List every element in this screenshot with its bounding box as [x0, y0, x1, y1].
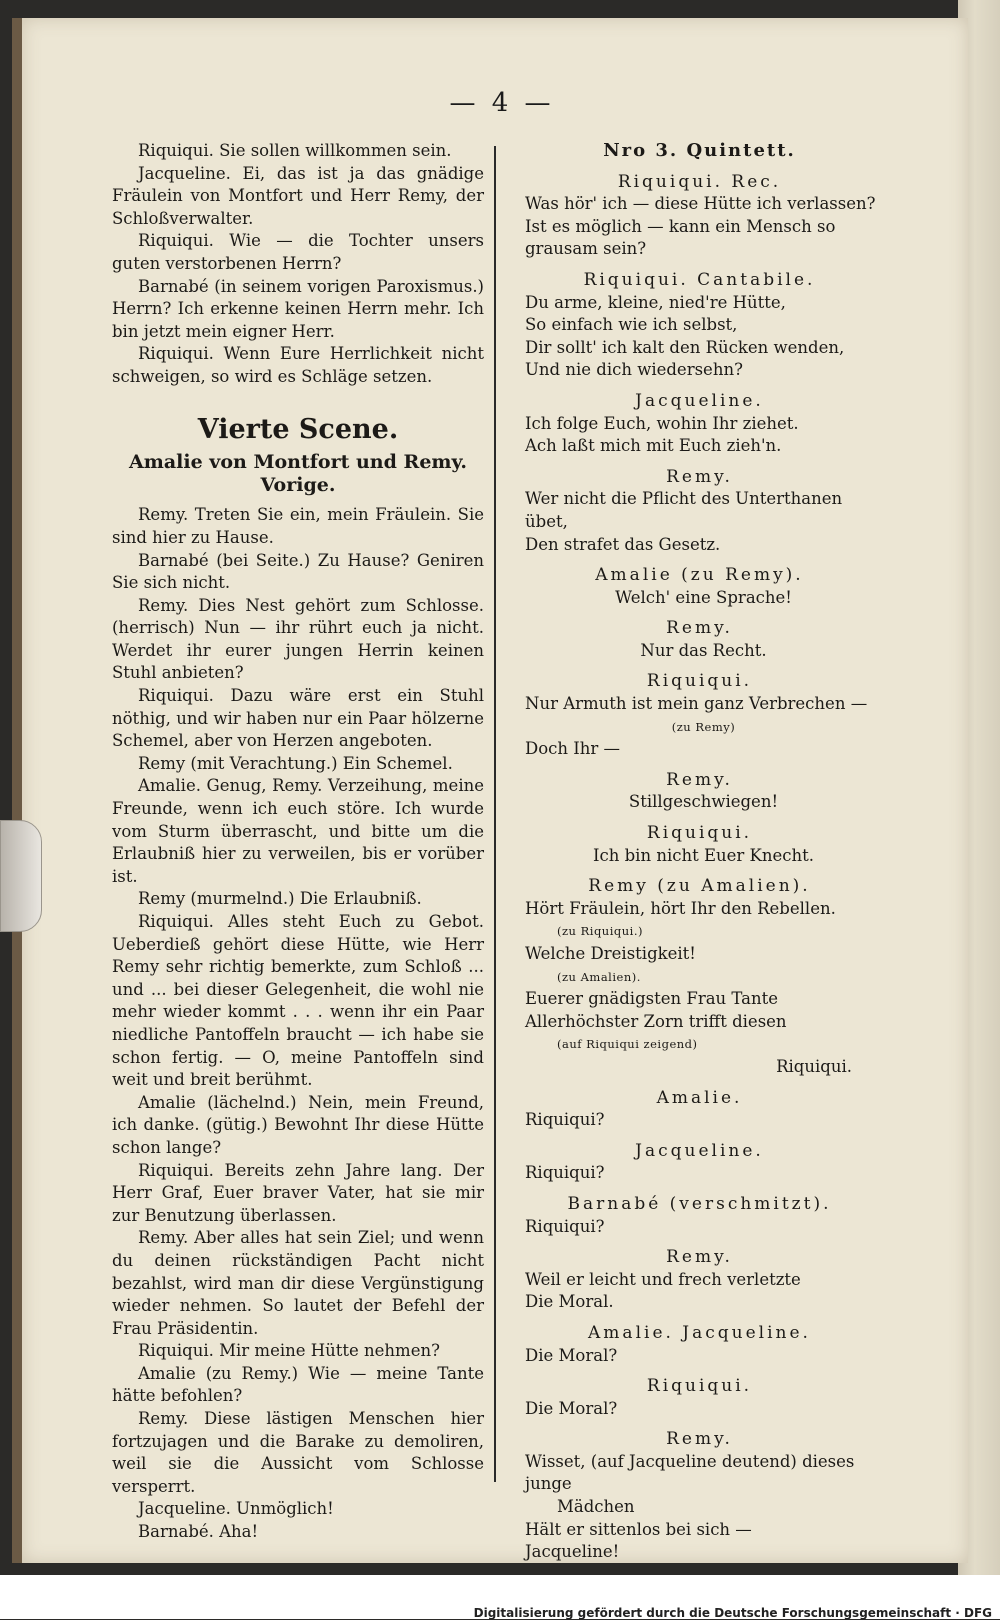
- dialogue-line: Barnabé. Aha!: [138, 1522, 259, 1542]
- verse-line: Und nie dich wiedersehn?: [525, 360, 743, 380]
- verse-line: Ach laßt mich mit Euch zieh'n.: [525, 436, 782, 456]
- dialogue-line: Remy. Diese lästigen Menschen hier fortzujagen und die Barake zu demoliren, weil sie die Aussicht vom Schlosse versperrt.: [112, 1409, 484, 1496]
- role-heading: Amalie (zu Remy).: [595, 565, 804, 586]
- verse-line: Was hör' ich — diese Hütte ich verlassen?: [525, 194, 876, 214]
- role-heading: Riquiqui.: [646, 823, 753, 844]
- dialogue-line: Amalie (zu Remy.) Wie — meine Tante hätte befohlen?: [112, 1363, 484, 1406]
- verse-line: Riquiqui?: [525, 1163, 605, 1183]
- role-heading: Amalie. Jacqueline.: [588, 1322, 811, 1343]
- stage-direction: (zu Remy): [671, 719, 736, 734]
- verse-line: Nur das Recht.: [640, 640, 767, 660]
- role-heading: Remy.: [666, 1429, 733, 1450]
- role-heading: Jacqueline.: [635, 1140, 764, 1161]
- dialogue-line: Remy (mit Verachtung.) Ein Schemel.: [138, 753, 453, 773]
- verse-line: Jacqueline!: [525, 1542, 620, 1562]
- verse-line: Die Moral?: [525, 1345, 618, 1365]
- dialogue-line: Amalie. Genug, Remy. Verzeihung, meine Freunde, wenn ich euch störe. Ich wurde vom Sturm überrascht, und bitte um die Erlaubniß hier zu verweilen, bis er vorüber ist.: [112, 776, 484, 886]
- cast-line: Amalie von Montfort und Remy. Vorige.: [129, 451, 467, 496]
- verse-line: Riquiqui?: [525, 1216, 605, 1236]
- verse-line: Riquiqui?: [525, 1110, 605, 1130]
- verse-line: Doch Ihr —: [525, 739, 621, 759]
- dialogue-line: Remy. Treten Sie ein, mein Fräulein. Sie sind hier zu Hause.: [112, 505, 484, 547]
- verse-line: Welche Dreistigkeit!: [525, 944, 696, 963]
- dialogue-line: Riquiqui. Mir meine Hütte nehmen?: [138, 1341, 440, 1361]
- verse-line: Die Moral?: [525, 1398, 618, 1418]
- page-clip: [0, 820, 42, 932]
- dialogue-line: Riquiqui. Bereits zehn Jahre lang. Der Herr Graf, Euer braver Vater, hat sie mir zur Benutzung überlassen.: [112, 1160, 484, 1225]
- stage-direction: (zu Amalien).: [557, 969, 641, 984]
- verse-line: Stillgeschwiegen!: [628, 792, 779, 812]
- verse-line: Wer nicht die Pflicht des Unterthanen übet,: [525, 489, 843, 531]
- dialogue-line: Riquiqui. Dazu wäre erst ein Stuhl nöthig, und wir haben nur ein Paar hölzerne Schemel, aber von Herzen angeboten.: [112, 686, 484, 751]
- role-heading: Remy (zu Amalien).: [588, 876, 811, 897]
- verse-line: Hört Fräulein, hört Ihr den Rebellen.: [525, 898, 836, 918]
- verse-line: Euerer gnädigsten Frau Tante: [525, 989, 779, 1009]
- role-heading: Barnabé (verschmitzt).: [567, 1193, 832, 1214]
- scanned-page: [12, 18, 968, 1563]
- left-column: [112, 140, 484, 1544]
- right-column: [517, 140, 882, 1564]
- dialogue-line: Remy (murmelnd.) Die Erlaubniß.: [138, 889, 422, 909]
- role-heading: Remy.: [666, 466, 733, 487]
- dialogue-line: Remy. Aber alles hat sein Ziel; und wenn du deinen rückständigen Pacht nicht bezahlst, wird man dir diese Vergünstigung wieder nehmen. So lautet der Befehl der Frau Präsidentin.: [112, 1228, 484, 1338]
- dialogue-line: Jacqueline. Unmöglich!: [138, 1499, 334, 1519]
- verse-line: Riquiqui.: [776, 1056, 852, 1076]
- verse-line: Dir sollt' ich kalt den Rücken wenden,: [525, 337, 845, 357]
- role-heading: Remy.: [666, 618, 733, 639]
- role-heading: Riquiqui. Rec.: [617, 171, 782, 192]
- verse-line: Den strafet das Gesetz.: [525, 534, 721, 554]
- text-line: Barnabé (in seinem vorigen Paroxismus.) Herrn? Ich erkenne keinen Herrn mehr. Ich bin jetzt mein eigner Herr.: [112, 276, 484, 341]
- verse-line: Hält er sittenlos bei sich —: [525, 1519, 752, 1539]
- dialogue-line: Barnabé (bei Seite.) Zu Hause? Geniren Sie sich nicht.: [112, 550, 484, 593]
- page-number: — 4 —: [449, 88, 555, 118]
- verse-line: Ich folge Euch, wohin Ihr ziehet.: [525, 413, 799, 433]
- role-heading: Remy.: [666, 1247, 733, 1268]
- dialogue-line: Riquiqui. Alles steht Euch zu Gebot. Ueberdieß gehört diese Hütte, wie Herr Remy sehr richtig bemerkte, zum Schloß ... und ... bei dieser Gelegenheit, die wohl nie mehr wieder kommt . . . wenn ihr ein Paar niedliche Pantoffeln braucht — ich habe sie schon fertig. — O, meine Pantoffeln sind weit und breit berühmt.: [112, 912, 484, 1090]
- role-heading: Riquiqui. Cantabile.: [583, 269, 816, 290]
- role-heading: Amalie.: [656, 1087, 743, 1108]
- stage-direction: (auf Riquiqui zeigend): [557, 1037, 698, 1052]
- verse-line: Welch' eine Sprache!: [615, 587, 792, 607]
- role-heading: Riquiqui.: [646, 671, 753, 692]
- piece-title: Nro 3. Quintett.: [603, 140, 796, 161]
- stage-direction: (zu Riquiqui.): [557, 924, 643, 939]
- verse-line: Nur Armuth ist mein ganz Verbrechen —: [525, 694, 868, 714]
- verse-line: So einfach wie ich selbst,: [525, 315, 738, 335]
- verse-line: Die Moral.: [525, 1292, 614, 1312]
- text-line: Riquiqui. Sie sollen willkommen sein.: [138, 141, 452, 160]
- text-line: Jacqueline. Ei, das ist ja das gnädige Fräulein von Montfort und Herr Remy, der Schloßverwalter.: [112, 163, 484, 228]
- verse-line: Du arme, kleine, nied're Hütte,: [525, 292, 786, 312]
- verse-line: Ich bin nicht Euer Knecht.: [592, 845, 815, 865]
- verse-line: Wisset, (auf Jacqueline deutend) dieses junge: [525, 1451, 855, 1494]
- verse-line: Weil er leicht und frech verletzte: [525, 1269, 801, 1289]
- role-heading: Remy.: [666, 769, 733, 790]
- column-divider: [494, 146, 496, 1482]
- verse-line: Mädchen: [557, 1497, 635, 1517]
- funding-credit: Digitalisierung gefördert durch die Deutsche Forschungsgemeinschaft · DFG: [473, 1606, 992, 1620]
- verse-line: Ist es möglich — kann ein Mensch so grausam sein?: [525, 216, 836, 259]
- dialogue-line: Remy. Dies Nest gehört zum Schlosse. (herrisch) Nun — ihr rührt euch ja nicht. Werdet ihr eurer jungen Herrin keinen Stuhl anbieten?: [112, 595, 484, 683]
- text-line: Riquiqui. Wenn Eure Herrlichkeit nicht schweigen, so wird es Schläge setzen.: [112, 344, 484, 386]
- role-heading: Riquiqui.: [646, 1376, 753, 1397]
- dialogue-line: Amalie (lächelnd.) Nein, mein Freund, ich danke. (gütig.) Bewohnt Ihr diese Hütte schon lange?: [112, 1092, 484, 1157]
- verse-line: Allerhöchster Zorn trifft diesen: [525, 1011, 787, 1031]
- text-line: Riquiqui. Wie — die Tochter unsers guten verstorbenen Herrn?: [112, 231, 484, 273]
- role-heading: Jacqueline.: [635, 390, 764, 411]
- scene-title: Vierte Scene.: [197, 413, 399, 445]
